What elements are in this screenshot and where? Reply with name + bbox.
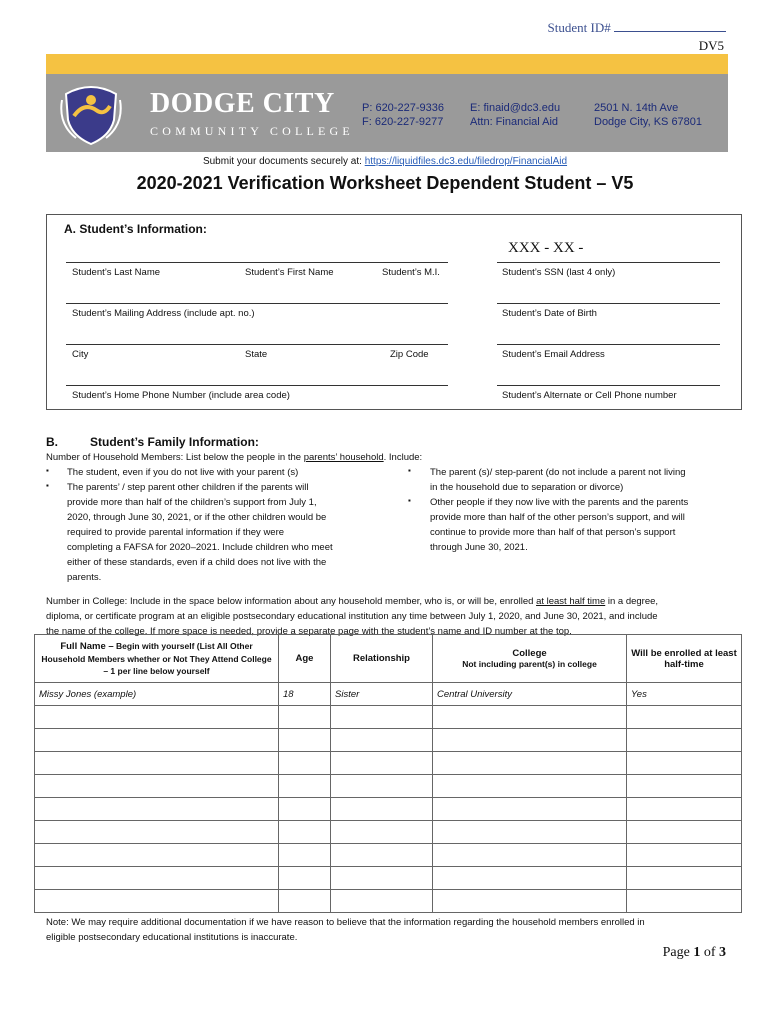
text-line: The parent (s)/ step-parent (do not include a parent not living xyxy=(430,467,686,478)
bullet-square-icon: ▪ xyxy=(408,496,411,505)
relationship-cell[interactable] xyxy=(331,844,433,867)
contact-phone-block xyxy=(362,101,444,129)
table-row[interactable] xyxy=(35,890,742,913)
college-name: DODGE CITY xyxy=(150,88,335,119)
home-phone-label: Student’s Home Phone Number (include area code) xyxy=(72,390,290,401)
enrolled-cell[interactable] xyxy=(627,775,742,798)
intro-text: Number of Household Members: List below the people in the xyxy=(46,452,304,463)
household-members-table xyxy=(34,634,742,913)
college-cell[interactable] xyxy=(433,890,627,913)
example-age: 18 xyxy=(279,683,331,706)
text-line: provide more than half of the children’s support from July 1, xyxy=(67,497,317,508)
relationship-cell[interactable] xyxy=(331,775,433,798)
age-cell[interactable] xyxy=(279,821,331,844)
text-line: provide more than half of the other person’s support, and will xyxy=(430,512,685,523)
name-cell[interactable] xyxy=(35,844,279,867)
student-id-label: Student ID# xyxy=(547,20,611,35)
enrolled-header: Will be enrolled at least half-time xyxy=(627,635,742,683)
dob-line[interactable] xyxy=(497,303,720,304)
college-cell[interactable] xyxy=(433,729,627,752)
street-address: 2501 N. 14th Ave xyxy=(594,102,679,114)
right-bullet-1 xyxy=(430,465,686,495)
state-label: State xyxy=(245,349,268,360)
submit-link[interactable]: https://liquidfiles.dc3.edu/filedrop/FinancialAid xyxy=(364,156,568,167)
right-bullet-2 xyxy=(430,495,688,555)
enrolled-cell[interactable] xyxy=(627,844,742,867)
relationship-cell[interactable] xyxy=(331,752,433,775)
age-cell[interactable] xyxy=(279,798,331,821)
bullet-square-icon: ▪ xyxy=(46,466,49,475)
student-id-line[interactable] xyxy=(614,20,726,32)
enrolled-cell[interactable] xyxy=(627,729,742,752)
intro-end: . Include: xyxy=(383,452,423,463)
section-a-title: A. Student’s Information: xyxy=(64,222,207,236)
enrolled-cell[interactable] xyxy=(627,752,742,775)
enrolled-cell[interactable] xyxy=(627,821,742,844)
text-line: the name of the college. If more space is needed, provide a separate page with the student’s name and ID number at the top. xyxy=(46,626,572,637)
table-row[interactable] xyxy=(35,775,742,798)
phone-number: P: 620-227-9336 xyxy=(362,102,444,114)
text-line: through June 30, 2021. xyxy=(430,542,528,553)
half-time-underlined: at least half time xyxy=(536,596,606,607)
home-phone-line[interactable] xyxy=(66,385,448,386)
alt-phone-line[interactable] xyxy=(497,385,720,386)
name-cell[interactable] xyxy=(35,706,279,729)
page-total: 3 xyxy=(719,945,726,960)
college-shield-logo-icon xyxy=(60,80,122,146)
page-prefix: Page xyxy=(662,945,694,960)
name-cell[interactable] xyxy=(35,752,279,775)
college-header-main: College xyxy=(512,648,547,659)
email-line[interactable] xyxy=(497,344,720,345)
submit-instructions xyxy=(0,156,770,167)
fax-number: F: 620-227-9277 xyxy=(362,116,444,128)
city-state-zip-line[interactable] xyxy=(66,344,448,345)
college-cell[interactable] xyxy=(433,821,627,844)
enrolled-cell[interactable] xyxy=(627,706,742,729)
name-cell[interactable] xyxy=(35,798,279,821)
age-cell[interactable] xyxy=(279,752,331,775)
text-line: eligible postsecondary educational institutions is inaccurate. xyxy=(46,932,298,943)
household-intro xyxy=(46,450,422,465)
left-bullet-1: The student, even if you do not live with your parent (s) xyxy=(67,467,299,478)
mailing-address-line[interactable] xyxy=(66,303,448,304)
relationship-cell[interactable] xyxy=(331,798,433,821)
age-cell[interactable] xyxy=(279,890,331,913)
enrolled-cell[interactable] xyxy=(627,890,742,913)
relationship-cell[interactable] xyxy=(331,729,433,752)
left-bullet-2 xyxy=(67,480,333,585)
email-address: E: finaid@dc3.edu xyxy=(470,102,561,114)
table-row[interactable] xyxy=(35,729,742,752)
contact-email-block xyxy=(470,101,560,129)
college-cell[interactable] xyxy=(433,867,627,890)
text-span: Number in College: Include in the space below information about any household member, who is, or will be, enrolled xyxy=(46,596,537,607)
text-line: Other people if they now live with the parents and the parents xyxy=(430,497,689,508)
text-line: Note: We may require additional documentation if we have reason to believe that the information regarding the household members enrolled in xyxy=(46,917,645,928)
table-header-row xyxy=(35,635,742,683)
text-line: in the household due to separation or divorce) xyxy=(430,482,624,493)
city-label: City xyxy=(72,349,89,360)
name-cell[interactable] xyxy=(35,821,279,844)
table-row[interactable] xyxy=(35,821,742,844)
college-cell[interactable] xyxy=(433,844,627,867)
table-row[interactable] xyxy=(35,844,742,867)
college-cell[interactable] xyxy=(433,752,627,775)
college-cell[interactable] xyxy=(433,775,627,798)
footer-note xyxy=(46,915,726,945)
table-row[interactable] xyxy=(35,867,742,890)
name-cell[interactable] xyxy=(35,775,279,798)
example-name: Missy Jones (example) xyxy=(35,683,279,706)
table-row[interactable] xyxy=(35,706,742,729)
table-row-example xyxy=(35,683,742,706)
ssn-line[interactable] xyxy=(497,262,720,263)
intro-underlined: parents’ household xyxy=(303,452,384,463)
dob-label: Student’s Date of Birth xyxy=(502,308,597,319)
version-code: DV5 xyxy=(698,38,724,53)
text-line: diploma, or certificate program at an eligible postsecondary educational institution any time between July 1, 2020, and June 30, 2021, and include xyxy=(46,611,658,622)
middle-initial-label: Student’s M.I. xyxy=(382,267,440,278)
section-b-title: Student’s Family Information: xyxy=(90,435,259,449)
section-b-letter: B. xyxy=(46,435,58,449)
text-line: 2020, through June 30, 2021, or if the other children would be xyxy=(67,512,327,523)
name-cell[interactable] xyxy=(35,867,279,890)
text-line: continue to provide more than half of that person’s support xyxy=(430,527,676,538)
contact-address-block xyxy=(594,101,702,129)
age-cell[interactable] xyxy=(279,844,331,867)
full-name-header xyxy=(35,635,279,683)
relationship-cell[interactable] xyxy=(331,706,433,729)
first-name-label: Student’s First Name xyxy=(245,267,334,278)
age-cell[interactable] xyxy=(279,867,331,890)
ssn-prefix-fill: XXX - XX - xyxy=(508,240,584,256)
mailing-address-label: Student’s Mailing Address (include apt. no.) xyxy=(72,308,255,319)
number-in-college-paragraph xyxy=(46,594,746,639)
enrolled-cell[interactable] xyxy=(627,867,742,890)
relationship-cell[interactable] xyxy=(331,890,433,913)
example-enrolled: Yes xyxy=(627,683,742,706)
age-header: Age xyxy=(279,635,331,683)
page-of: of xyxy=(700,945,719,960)
text-line: required to provide parental information if they were xyxy=(67,527,285,538)
age-cell[interactable] xyxy=(279,775,331,798)
example-relationship: Sister xyxy=(331,683,433,706)
college-header xyxy=(433,635,627,683)
text-line: The parents’ / step parent other children if the parents will xyxy=(67,482,309,493)
alt-phone-label: Student’s Alternate or Cell Phone number xyxy=(502,390,677,401)
email-label: Student’s Email Address xyxy=(502,349,605,360)
bullet-square-icon: ▪ xyxy=(46,481,49,490)
college-cell[interactable] xyxy=(433,798,627,821)
table-row[interactable] xyxy=(35,752,742,775)
text-line: either of these standards, even if a child does not live with the xyxy=(67,557,327,568)
relationship-header: Relationship xyxy=(331,635,433,683)
zip-label: Zip Code xyxy=(390,349,429,360)
full-name-header-main: Full Name – xyxy=(60,641,114,652)
name-cell[interactable] xyxy=(35,890,279,913)
gold-banner-bar xyxy=(46,54,728,74)
relationship-cell[interactable] xyxy=(331,867,433,890)
relationship-cell[interactable] xyxy=(331,821,433,844)
college-cell[interactable] xyxy=(433,706,627,729)
last-name-label: Student’s Last Name xyxy=(72,267,161,278)
bullet-square-icon: ▪ xyxy=(408,466,411,475)
name-cell[interactable] xyxy=(35,729,279,752)
ssn-label: Student’s SSN (last 4 only) xyxy=(502,267,616,278)
table-row[interactable] xyxy=(35,798,742,821)
city-state-zip: Dodge City, KS 67801 xyxy=(594,116,703,128)
text-line: parents. xyxy=(67,572,102,583)
page-title: 2020-2021 Verification Worksheet Dependent Student – V5 xyxy=(136,173,634,193)
name-line[interactable] xyxy=(66,262,448,263)
page-current: 1 xyxy=(693,945,701,960)
text-span: in a degree, xyxy=(605,596,659,607)
example-college: Central University xyxy=(433,683,627,706)
age-cell[interactable] xyxy=(279,729,331,752)
full-name-header-rest: Begin with yourself (List All Other Household Members whether or Not They Attend College – 1 per line below yourself xyxy=(41,641,272,676)
age-cell[interactable] xyxy=(279,706,331,729)
text-line xyxy=(46,594,746,609)
submit-text: Submit your documents securely at: xyxy=(202,156,362,167)
enrolled-cell[interactable] xyxy=(627,798,742,821)
page-number xyxy=(663,945,726,961)
student-id-field[interactable] xyxy=(548,20,726,36)
college-subtitle: COMMUNITY COLLEGE xyxy=(150,124,354,138)
text-line: completing a FAFSA for 2020–2021. Include children who meet xyxy=(67,542,333,553)
attention-line: Attn: Financial Aid xyxy=(470,116,559,128)
college-header-sub: Not including parent(s) in college xyxy=(462,659,597,669)
